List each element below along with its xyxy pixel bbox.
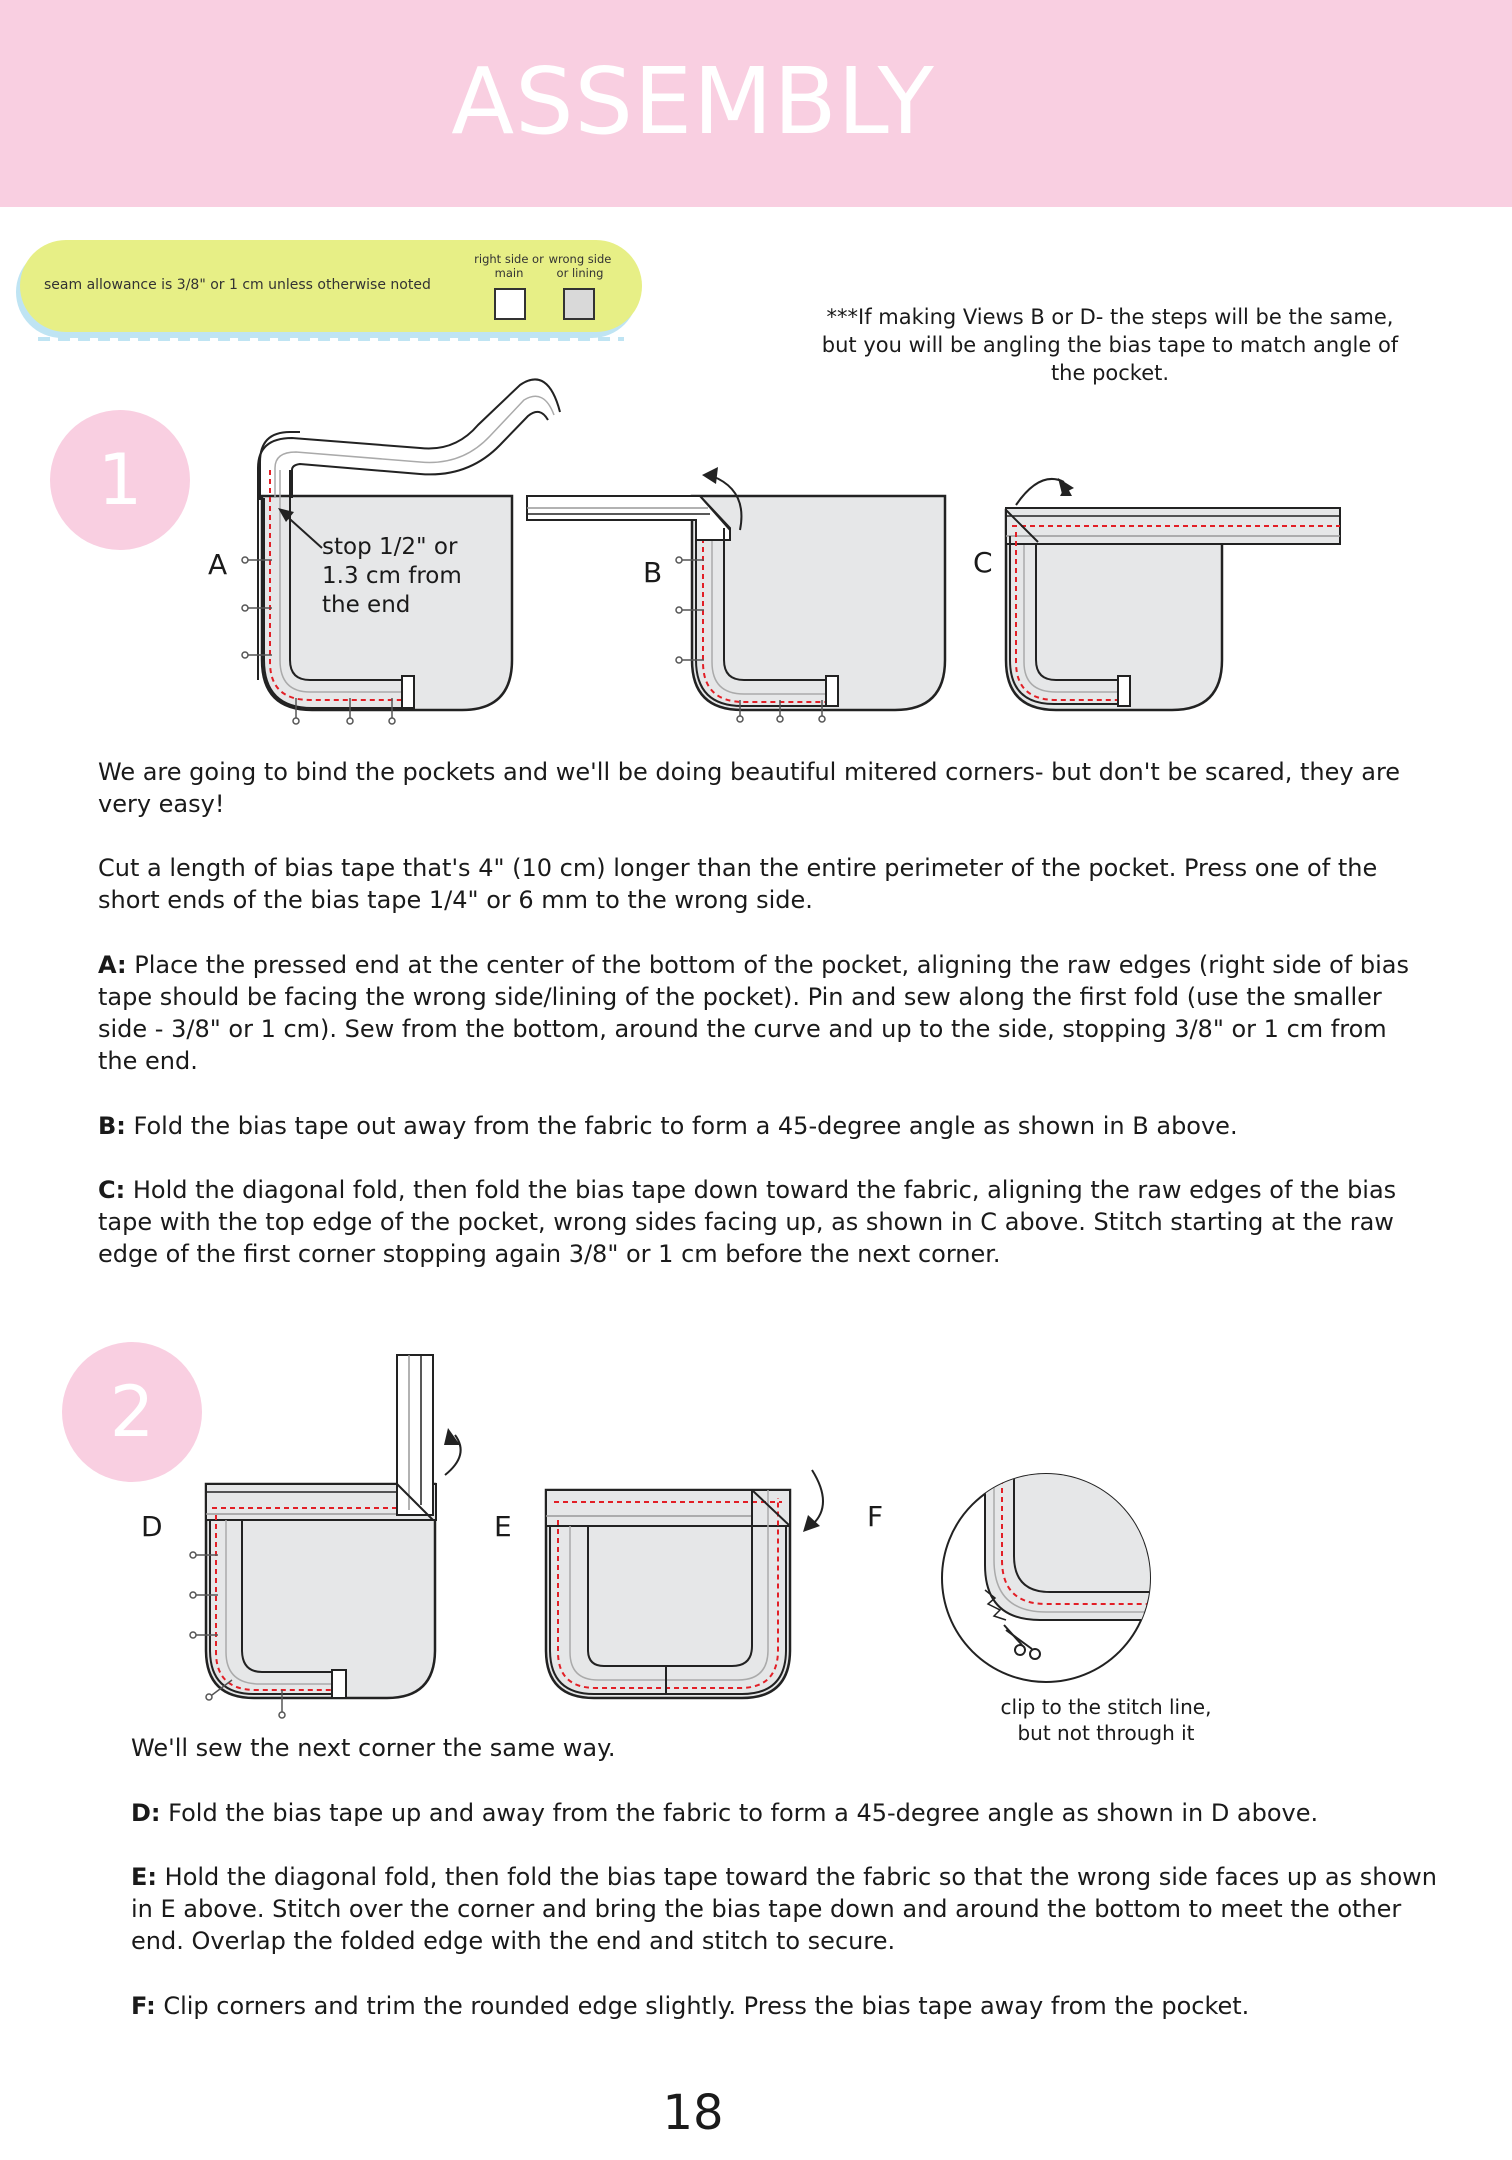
wrong-side-label: wrong side or lining <box>548 252 612 280</box>
step1-a-instruction <box>98 949 1428 1077</box>
stop-callout: stop 1/2" or 1.3 cm from the end <box>322 534 462 618</box>
label-c: C <box>973 546 993 579</box>
c-text: Hold the diagonal fold, then fold the bias tape down toward the fabric, aligning the raw edges of the bias tape with the top edge of the pocket, wrong sides facing up, as shown in C above. Stitch starting at the raw edge of the first corner stopping again 3/8" or 1 cm before the next corner. <box>98 1176 1397 1268</box>
f-key: F: <box>131 1992 156 2020</box>
a-text: Place the pressed end at the center of the bottom of the pocket, aligning the raw edges (right side of bias tape should be facing the wrong side/lining of the pocket). Pin and sew along the first fold (use the smaller side - 3/8" or 1 cm). Sew from the bottom, around the curve and up to the side, stopping 3/8" or 1 cm from the end. <box>98 951 1409 1075</box>
clip-caption: clip to the stitch line, but not through it <box>1000 1695 1212 1745</box>
label-f: F <box>867 1500 884 1533</box>
step2-f-instruction <box>131 1990 1451 2022</box>
diagram-e <box>546 1470 823 1698</box>
diagram-d <box>190 1355 461 1718</box>
label-a: A <box>208 548 228 581</box>
d-text: Fold the bias tape up and away from the fabric to form a 45-degree angle as shown in D above. <box>168 1799 1319 1827</box>
e-key: E: <box>131 1863 157 1891</box>
step2-e-instruction <box>131 1861 1451 1957</box>
c-key: C: <box>98 1176 126 1204</box>
step-2-circle: 2 <box>62 1342 202 1482</box>
diagram-a <box>242 150 585 724</box>
diagram-f <box>942 1470 1160 1682</box>
views-note: ***If making Views B or D- the steps will be the same, but you will be angling the bias tape to match angle of the pocket. <box>821 305 1399 385</box>
step2-d-instruction <box>131 1797 1461 1829</box>
step1-b-instruction <box>98 1110 1428 1142</box>
b-key: B: <box>98 1112 126 1140</box>
right-side-label: right side or main <box>474 252 544 280</box>
seam-allowance-note: seam allowance is 3/8" or 1 cm unless otherwise noted <box>44 277 431 293</box>
page-number: 18 <box>662 2085 724 2141</box>
b-text: Fold the bias tape out away from the fabric to form a 45-degree angle as shown in B above. <box>133 1112 1238 1140</box>
step2-intro: We'll sew the next corner the same way. <box>131 1734 616 1762</box>
page-title: ASSEMBLY <box>451 48 935 155</box>
diagram-b <box>527 467 945 722</box>
step1-intro: We are going to bind the pockets and we'll be doing beautiful mitered corners- but don't be scared, they are very easy! <box>98 758 1401 818</box>
label-b: B <box>643 556 663 589</box>
step1-cut: Cut a length of bias tape that's 4" (10 cm) longer than the entire perimeter of the pocket. Press one of the short ends of the bias tape 1/4" or 6 mm to the wrong side. <box>98 854 1378 914</box>
label-e: E <box>494 1510 512 1543</box>
e-text: Hold the diagonal fold, then fold the bias tape toward the fabric so that the wrong side faces up as shown in E above. Stitch over the corner and bring the bias tape down and around the bottom to meet the other end. Overlap the folded edge with the end and stitch to secure. <box>131 1863 1437 1955</box>
d-key: D: <box>131 1799 161 1827</box>
a-key: A: <box>98 951 127 979</box>
diagram-c <box>1006 478 1340 710</box>
f-text: Clip corners and trim the rounded edge slightly. Press the bias tape away from the pocket. <box>163 1992 1250 2020</box>
label-d: D <box>141 1510 163 1543</box>
step-1-circle: 1 <box>50 410 190 550</box>
step1-c-instruction <box>98 1174 1428 1270</box>
